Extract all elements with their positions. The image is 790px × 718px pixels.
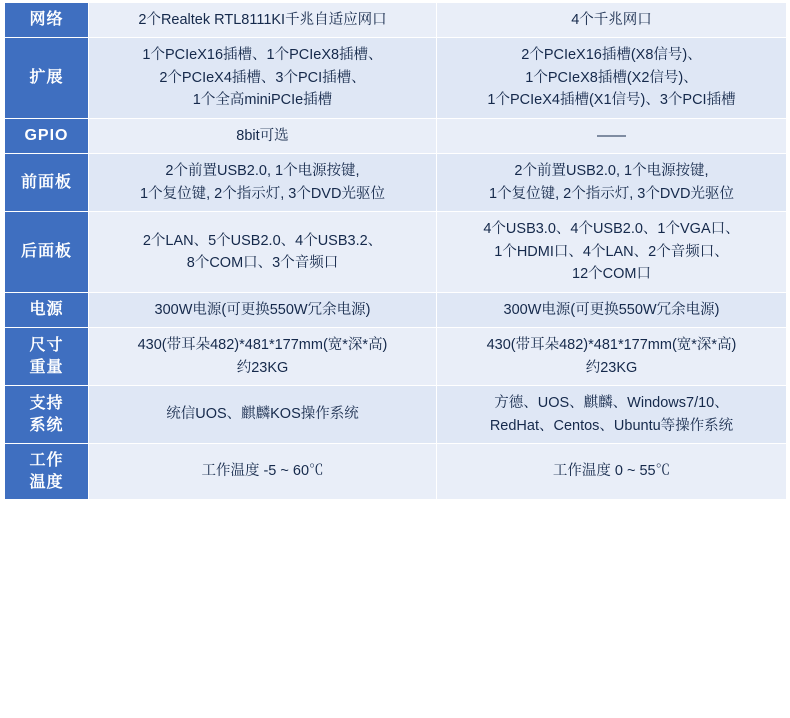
table-row	[5, 38, 787, 118]
row-label-front-panel: 前面板	[5, 154, 89, 212]
row-gpio-col1: 8bit可选	[89, 118, 437, 153]
table-row	[5, 154, 787, 212]
specifications-table	[4, 2, 787, 500]
row-rear-panel-col2: 4个USB3.0、4个USB2.0、1个VGA口、 1个HDMI口、4个LAN、2个音频口、 12个COM口	[437, 212, 787, 292]
row-rear-panel-col1: 2个LAN、5个USB2.0、4个USB3.2、 8个COM口、3个音频口	[89, 212, 437, 292]
table-row	[5, 328, 787, 386]
row-operating-temperature-col1: 工作温度 -5 ~ 60℃	[89, 444, 437, 500]
row-network-col2: 4个千兆网口	[437, 3, 787, 38]
row-network-col1: 2个Realtek RTL8111KI千兆自适应网口	[89, 3, 437, 38]
row-size-weight-col1: 430(带耳朵482)*481*177mm(宽*深*高) 约23KG	[89, 328, 437, 386]
table-row	[5, 118, 787, 153]
row-power-col2: 300W电源(可更换550W冗余电源)	[437, 292, 787, 327]
row-label-expansion: 扩展	[5, 38, 89, 118]
row-label-power: 电源	[5, 292, 89, 327]
row-power-col1: 300W电源(可更换550W冗余电源)	[89, 292, 437, 327]
row-label-rear-panel: 后面板	[5, 212, 89, 292]
row-operating-temperature-col2: 工作温度 0 ~ 55℃	[437, 444, 787, 500]
table-row	[5, 386, 787, 444]
row-front-panel-col2: 2个前置USB2.0, 1个电源按键, 1个复位键, 2个指示灯, 3个DVD光驱位	[437, 154, 787, 212]
row-size-weight-col2: 430(带耳朵482)*481*177mm(宽*深*高) 约23KG	[437, 328, 787, 386]
table-row	[5, 292, 787, 327]
row-gpio-col2: ——	[437, 118, 787, 153]
row-label-gpio: GPIO	[5, 118, 89, 153]
row-label-network: 网络	[5, 3, 89, 38]
row-label-supported-os: 支持 系统	[5, 386, 89, 444]
row-supported-os-col2: 方德、UOS、麒麟、Windows7/10、 RedHat、Centos、Ubuntu等操作系统	[437, 386, 787, 444]
row-front-panel-col1: 2个前置USB2.0, 1个电源按键, 1个复位键, 2个指示灯, 3个DVD光驱位	[89, 154, 437, 212]
row-expansion-col1: 1个PCIeX16插槽、1个PCIeX8插槽、 2个PCIeX4插槽、3个PCI插槽、 1个全高miniPCIe插槽	[89, 38, 437, 118]
row-label-operating-temperature: 工作 温度	[5, 444, 89, 500]
row-supported-os-col1: 统信UOS、麒麟KOS操作系统	[89, 386, 437, 444]
row-expansion-col2: 2个PCIeX16插槽(X8信号)、 1个PCIeX8插槽(X2信号)、 1个PCIeX4插槽(X1信号)、3个PCI插槽	[437, 38, 787, 118]
table-row	[5, 444, 787, 500]
table-row	[5, 212, 787, 292]
table-row	[5, 3, 787, 38]
row-label-size-weight: 尺寸 重量	[5, 328, 89, 386]
